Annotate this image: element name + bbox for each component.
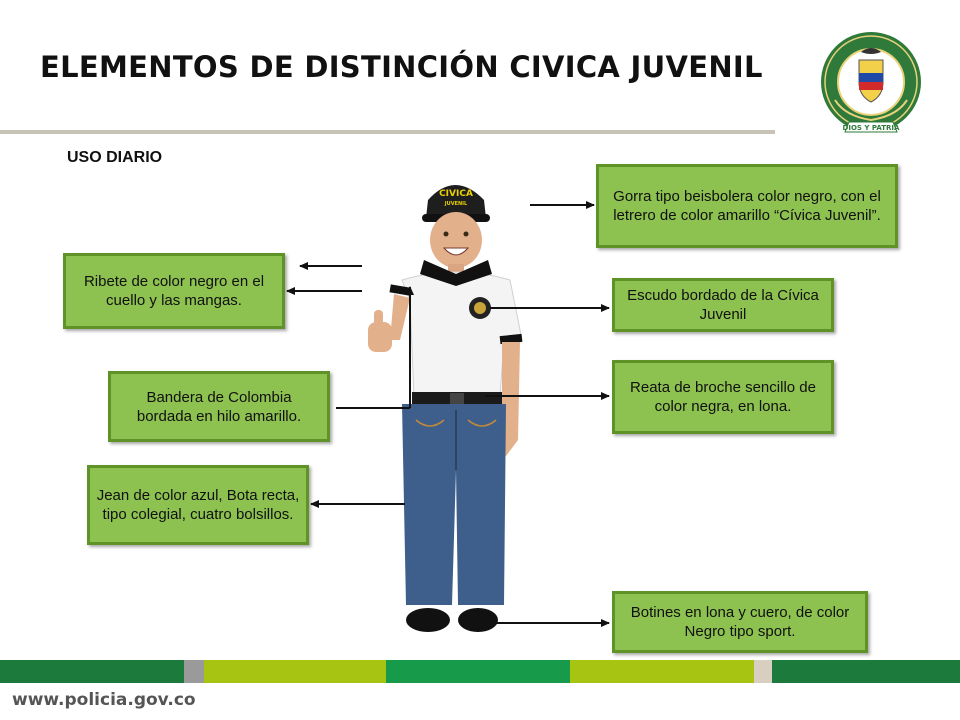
callout-shield: Escudo bordado de la Cívica Juvenil bbox=[612, 278, 834, 332]
callout-jeans: Jean de color azul, Bota recta, tipo colegial, cuatro bolsillos. bbox=[87, 465, 309, 545]
cap-text: CIVICA bbox=[439, 189, 473, 199]
section-title: USO DIARIO bbox=[67, 149, 163, 166]
callout-cap: Gorra tipo beisbolera color negro, con el letrero de color amarillo “Cívica Juvenil”. bbox=[596, 164, 898, 248]
callout-collar-trim: Ribete de color negro en el cuello y las mangas. bbox=[63, 253, 285, 329]
cap-subtext: JUVENIL bbox=[444, 201, 468, 207]
callout-flag: Bandera de Colombia bordada en hilo amarillo. bbox=[108, 371, 330, 442]
page-title: ELEMENTOS DE DISTINCIÓN CIVICA JUVENIL bbox=[40, 50, 763, 84]
svg-text:DIOS Y PATRIA: DIOS Y PATRIA bbox=[842, 124, 900, 132]
callout-boots: Botines en lona y cuero, de color Negro tipo sport. bbox=[612, 591, 868, 653]
callout-belt: Reata de broche sencillo de color negra, en lona. bbox=[612, 360, 834, 434]
footer-url[interactable]: www.policia.gov.co bbox=[12, 690, 196, 710]
